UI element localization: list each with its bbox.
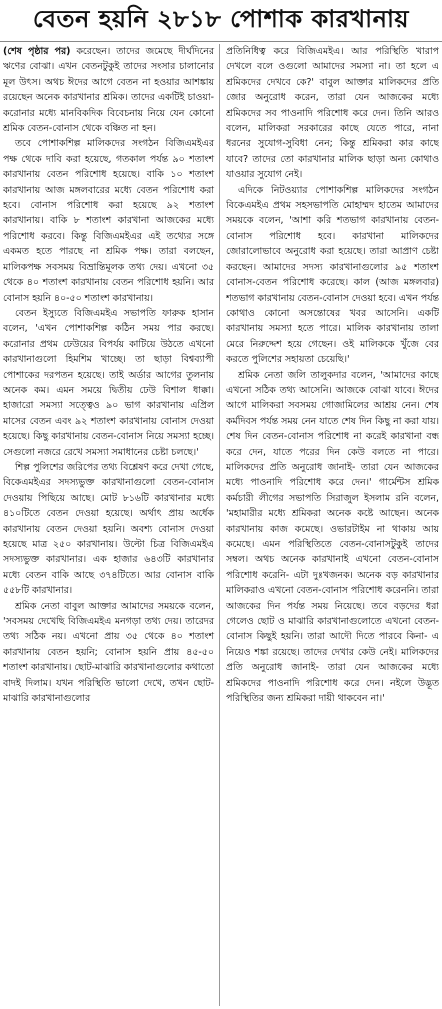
- column-divider: [219, 44, 220, 1006]
- paragraph: শ্রমিক নেতা বাবুল আক্তার আমাদের সময়কে বলেন, 'সবসময় দেখেছি বিজিএমইএ মনগড়া তথ্য দেয়। তারেদর তথ্য সঠিক নয়। এখনো প্রায় ৩৫ থেকে ৪০ শতাংশ কারখানায় বেতন হয়নি; বোনাস হয়নি প্রায় ৪৫-৫০ শতাংশ কারখানায়। ছোট-মাঝারি কারখানাগুলোর কথাতো বাদই দিলাম। যখন পরিস্থিতি ভালো দেখে, তখন ছোট-মাঝারি কারখানাগুলোর: [3, 600, 215, 705]
- continued-marker: (শেষ পৃষ্ঠার পর): [3, 46, 71, 57]
- paragraph-text: করেছেন। তাদের জমেছে দীর্ঘদিনের ঋণের বোঝা। এখন বেতনটুকুই তাদের সংসার চালানোর মূল উৎস। অথচ ঈদের আগে বেতন না হওয়ার আশঙ্কায় রয়েছেন অনেক কারখানার শ্রমিক। তাদের একটিই চাওয়া- করোনার মধ্যে মানবিকদিক বিবেচনায় নিয়ে যেন কোনো শ্রমিক বেতন-বোনাস থেকে বঞ্চিত না হন।: [3, 46, 215, 135]
- headline: বেতন হয়নি ২৮১৮ পোশাক কারখানায়: [0, 0, 442, 42]
- left-column: [3, 44, 216, 1006]
- paragraph: শ্রমিক নেতা জলি তালুকদার বলেন, 'আমাদের কাছে এখনো সঠিক তথ্য আসেনি। আজকে বোঝা যাবে। ঈদের আগে মালিকরা সবসময় গোজামিলের আশ্রয় নেন। শেষ কর্মদিবস পর্যন্ত সময় নেন যাতে শেষ দিন কিছু না করা যায়। শেষ দিন বেতন-বোনাস পরিশোধ না করেই কারখানা বন্ধ করে দেন, যাতে পরের দিন কেউ বলতে না পারে। মালিকদের প্রতি অনুরোধ জানাই- তারা যেন আজকের মধ্যে পাওনাদি পরিশোধ করে দেন।' গার্মেন্টস শ্রমিক কর্মচারী লীগের সভাপতি সিরাজুল ইসলাম রনি বলেন, 'মহামারীর মধ্যে শ্রমিকরা অনেক কষ্টে আছেন। অনেক কারখানায় কাজ কমেছে। ওভারটাইম না থাকায় আয় কমেছে। এমন পরিস্থিতিতে বেতন-বোনাসটুকুই তাদের সম্বল। অথচ অনেক কারখানাই এখনো বেতন-বোনাস পরিশোধ করেনি- এটা দুঃখজনক। অনেক বড় কারখানার মালিকরাও এখনো বেতন-বোনাস পরিশোধ করেননি। তারা আজকের দিন পর্যন্ত সময় নিয়েছে। তবে বড়দের ধরা গেলেও ছোট ও মাঝারি কারখানাগুলোতে এখনো বেতন-বোনাস কিছুই হয়নি। তারা আদৌ দিতে পারবে কিনা- এ নিয়েও শঙ্কা রয়েছে। তাদের দেখার কেউ নেই। মালিকদের প্রতি অনুরোধ জানাই- তারা যেন আজকের মধ্যে শ্রমিকদের পাওনাদি পরিশোধ করে দেন। নইলে উদ্ভূত পরিস্থিতির জন্য শ্রমিকরা দায়ী থাকবেন না।': [226, 369, 439, 705]
- paragraph: তবে পোশাকশিল্প মালিকদের সংগঠন বিজিএমইএর পক্ষ থেকে দাবি করা হয়েছে, গতকাল পর্যন্ত ৯০ শতাংশ কারখানায় বেতন পরিশোধ হয়েছে। বাকি ১০ শতাংশ কারখানায় আজ মঙ্গলবারের মধ্যে বেতন পরিশোধ করা হবে। বোনাস পরিশোধ করা হয়েছে ৯২ শতাংশ কারখানায়। বাকি ৮ শতাংশ কারখানা আজকের মধ্যে পরিশোধ করবে। কিন্তু বিজিএমইএর এই তথ্যের সঙ্গে একমত হতে পারছে না শ্রমিক পক্ষ। তারা বলছেন, মালিকপক্ষ সবসময় বিভ্রান্তিমূলক তথ্য দেয়। এখনো ৩৫ থেকে ৪০ শতাংশ কারখানায় বেতন পরিশোধ হয়নি। আর বোনাস হয়নি ৪০-৫০ শতাংশ কারখানায়।: [3, 138, 214, 304]
- paragraph: বেতন ইস্যুতে বিজিএমইএ সভাপতি ফারুক হাসান বলেন, 'এখন পোশাকশিল্প কঠিন সময় পার করছে। করোনার প্রথম ঢেউয়ের বিপর্যয় কাটিয়ে উঠতে এখনো কারখানাগুলো হিমশিম খাচ্ছে। তা ছাড়া বিশ্বব্যাপী পোশাকের দরপতন হয়েছে। তাই অর্ডার আগের তুলনায় অনেক কম। এমন সময়ে দ্বিতীয় ঢেউ বিশাল ধাক্কা। হাজারো সমস্যা সত্ত্বেও ৯০ ভাগ কারখানায় এপ্রিল মাসের বেতন এবং ৯২ শতাংশ কারখানায় বোনাস দেওয়া হয়েছে। কিছু কারখানায় বেতন-বোনাস নিয়ে সমস্যা হচ্ছে। সেগুলো নজরে রেখে সমস্যা সমাধানের চেষ্টা চলছে।': [3, 307, 214, 458]
- paragraph: শিল্প পুলিশের জরিপের তথ্য বিশ্লেষণ করে দেখা গেছে, বিকেএমইএর সদস্যভুক্ত কারখানাগুলো বেতন-বোনাস দেওয়ায় পিছিয়ে আছে। মোট ৮১৬টি কারখানার মধ্যে ৪১০টিতে বেতন দেওয়া হয়েছে। অর্থাৎ প্রায় অর্ধেক কারখানায় বেতন দেওয়া হয়নি। অবশ্য বোনাস দেওয়া হয়েছে মাত্র ২৫০ কারখানায়। উল্টো চিত্র বিজিএমইএ সদস্যভুক্ত কারখানার। এক হাজার ৬৪৩টি কারখানার মধ্যে বেতন বাকি আছে ৩৭৪টিতে। আর বোনাস বাকি ৫৫৮টি কারখানার।: [3, 461, 214, 597]
- right-column: [226, 44, 439, 1006]
- paragraph: প্রতিনিধিত্ব করে বিজিএমইএ। আর পরিস্থিতি খারাপ দেখলে বলে ওগুলো আমাদের সমস্যা না। তা হলে এ শ্রমিকদের দেখবে কে?' বাবুল আক্তার মালিকদের প্রতি জোর অনুরোধ করেন, তারা যেন আজকের মধ্যে শ্রমিকদের সব পাওনাদি পরিশোধ করে দেন। তিনি আরও বলেন, মালিকরা সরকারের কাছে যেতে পারে, নানা ধরনের সুযোগ-সুবিধা নেন; কিন্তু শ্রমিকরা কার কাছে যাবে? তাদের তো কারখানার মালিক ছাড়া অন্য কোথাও যাওয়ার সুযোগ নেই।: [226, 46, 439, 181]
- paragraph: এদিকে নিটওয়্যার পোশাকশিল্প মালিকদের সংগঠন বিকেএমইএ প্রথম সহসভাপতি মোহাম্মদ হাতেম আমাদের সময়কে বলেন, 'আশা করি শতভাগ কারখানায় বেতন-বোনাস পরিশোধ হবে। কারখানা মালিকদের জোরালোভাবে অনুরোধ করা হয়েছে। তারা আপ্রাণ চেষ্টা করছেন। আমাদের সদস্য কারখানাগুলোর ৯৫ শতাংশ বোনাস-বেতন পরিশোধ করেছে। কাল (আজ মঙ্গলবার) শতভাগ কারখানায় বেতন-বোনাস দেওয়া হবে। এখন পর্যন্ত কোথাও কোনো অসন্তোষের খবর আসেনি। একটি কারখানায় সমস্যা হতে পারে। মালিক কারখানায় তালা মেরে নিরুদ্দেশ হয়ে গেছেন। ওই মালিককে খুঁজে বের করতে পুলিশের সহায়তা চেয়েছি।': [226, 184, 439, 366]
- paragraph: [3, 44, 214, 136]
